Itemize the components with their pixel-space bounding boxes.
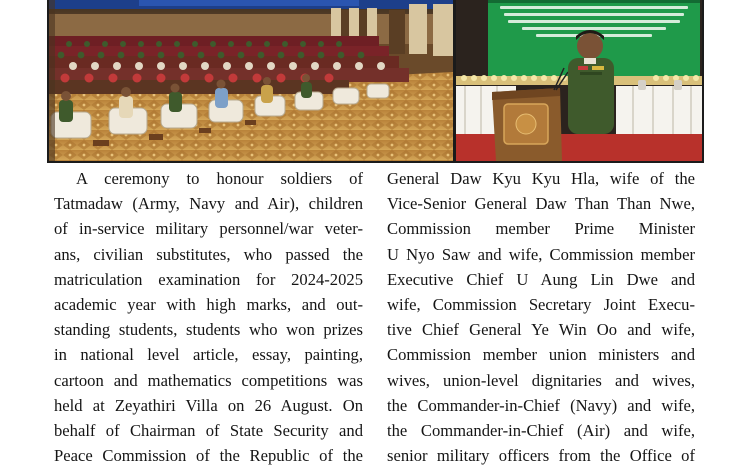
text-line: Peace Commission of the Republic of the [54,446,363,466]
text-line: Tatmadaw (Army, Navy and Air), children [54,194,363,214]
speaker-illustration [456,0,702,161]
article-column-left [54,166,363,468]
text-line: Executive Chief U Aung Lin Dwe and [387,269,695,289]
text-line: held at Zeyathiri Villa on 26 August. On [54,395,363,415]
text-line: U Nyo Saw and wife, Commission member [387,244,695,264]
text-line: wife, Commission Secretary Joint Execu- [387,295,695,315]
text-line: matriculation examination for 2024-2025 [54,269,363,289]
text-line: tive Chief General Ye Win Oo and wife, [387,320,695,340]
text-line: of in-service military personnel/war veter- [54,219,363,239]
text-line: standing students, students who won prizes [54,320,363,340]
text-line: the Commander-in-Chief (Air) and wife, [387,421,695,441]
text-line: Commission member Prime Minister [387,219,695,239]
ceremony-hall-photo [49,0,453,161]
text-line: Vice-Senior General Daw Than Than Nwe, [387,194,695,214]
text-line: senior military officers from the Office of [387,446,695,466]
text-line: academic year with high marks, and out- [54,295,363,315]
speaker-photo [456,0,702,161]
text-line: wives, union-level dignitaries and wives, [387,370,695,390]
photo-strip [47,0,704,163]
text-line: cartoon and mathematics competitions was [54,370,363,390]
text-line: ans, civilian substitutes, who passed the [54,244,363,264]
text-line: Commission member union ministers and [387,345,695,365]
audience-illustration [49,0,453,161]
article-column-right [387,166,695,468]
text-line: General Daw Kyu Kyu Hla, wife of the [387,169,695,188]
text-line: the Commander-in-Chief (Navy) and wife, [387,395,695,415]
text-line: behalf of Chairman of State Security and [54,421,363,441]
text-line: A ceremony to honour soldiers of [76,169,363,188]
text-line: in national level article, essay, painting, [54,345,363,365]
